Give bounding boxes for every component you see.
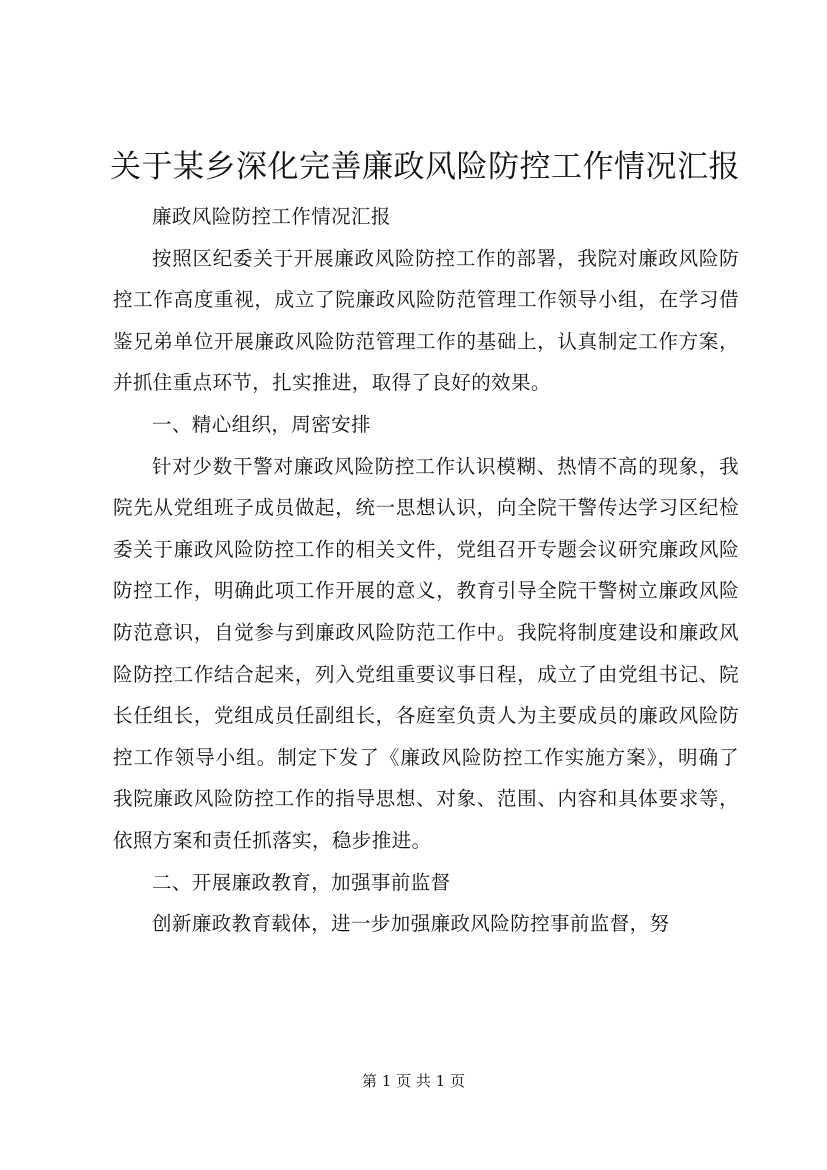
page-number-footer: 第 1 页 共 1 页 bbox=[362, 1072, 465, 1090]
document-title: 关于某乡深化完善廉政风险防控工作情况汇报 bbox=[110, 149, 740, 185]
paragraph-subtitle: 廉政风险防控工作情况汇报 bbox=[152, 205, 391, 228]
section-heading-1: 一、精心组织，周密安排 bbox=[152, 412, 371, 436]
paragraph-intro: 按照区纪委关于开展廉政风险防控工作的部署，我院对廉政风险防控工作高度重视，成立了院廉政风险防范管理工作领导小组，在学习借鉴兄弟单位开展廉政风险防范管理工作的基础上，认真制定工作方案，并抓住重点环节，扎实推进，取得了良好的效果。 bbox=[113, 246, 739, 395]
paragraph-section-2: 创新廉政教育载体，进一步加强廉政风险防控事前监督，努 bbox=[152, 912, 670, 936]
section-heading-2: 二、开展廉政教育，加强事前监督 bbox=[152, 870, 451, 894]
paragraph-section-1: 针对少数干警对廉政风险防控工作认识模糊、热情不高的现象，我院先从党组班子成员做起，统一思想认识，向全院干警传达学习区纪检委关于廉政风险防控工作的相关文件，党组召开专题会议研究廉政风险防控工作，明确此项工作开展的意义，教育引导全院干警树立廉政风险防范意识，自觉参与到廉政风险防范工作中。我院将制度建设和廉政风险防控工作结合起来，列入党组重要议事日程，成立了由党组书记、院长任组长，党组成员任副组长，各庭室负责人为主要成员的廉政风险防控工作领导小组。制定下发了《廉政风险防控工作实施方案》，明确了我院廉政风险防控工作的指导思想、对象、范围、内容和具体要求等，依照方案和责任抓落实，稳步推进。 bbox=[113, 454, 739, 852]
document-body bbox=[113, 196, 739, 945]
